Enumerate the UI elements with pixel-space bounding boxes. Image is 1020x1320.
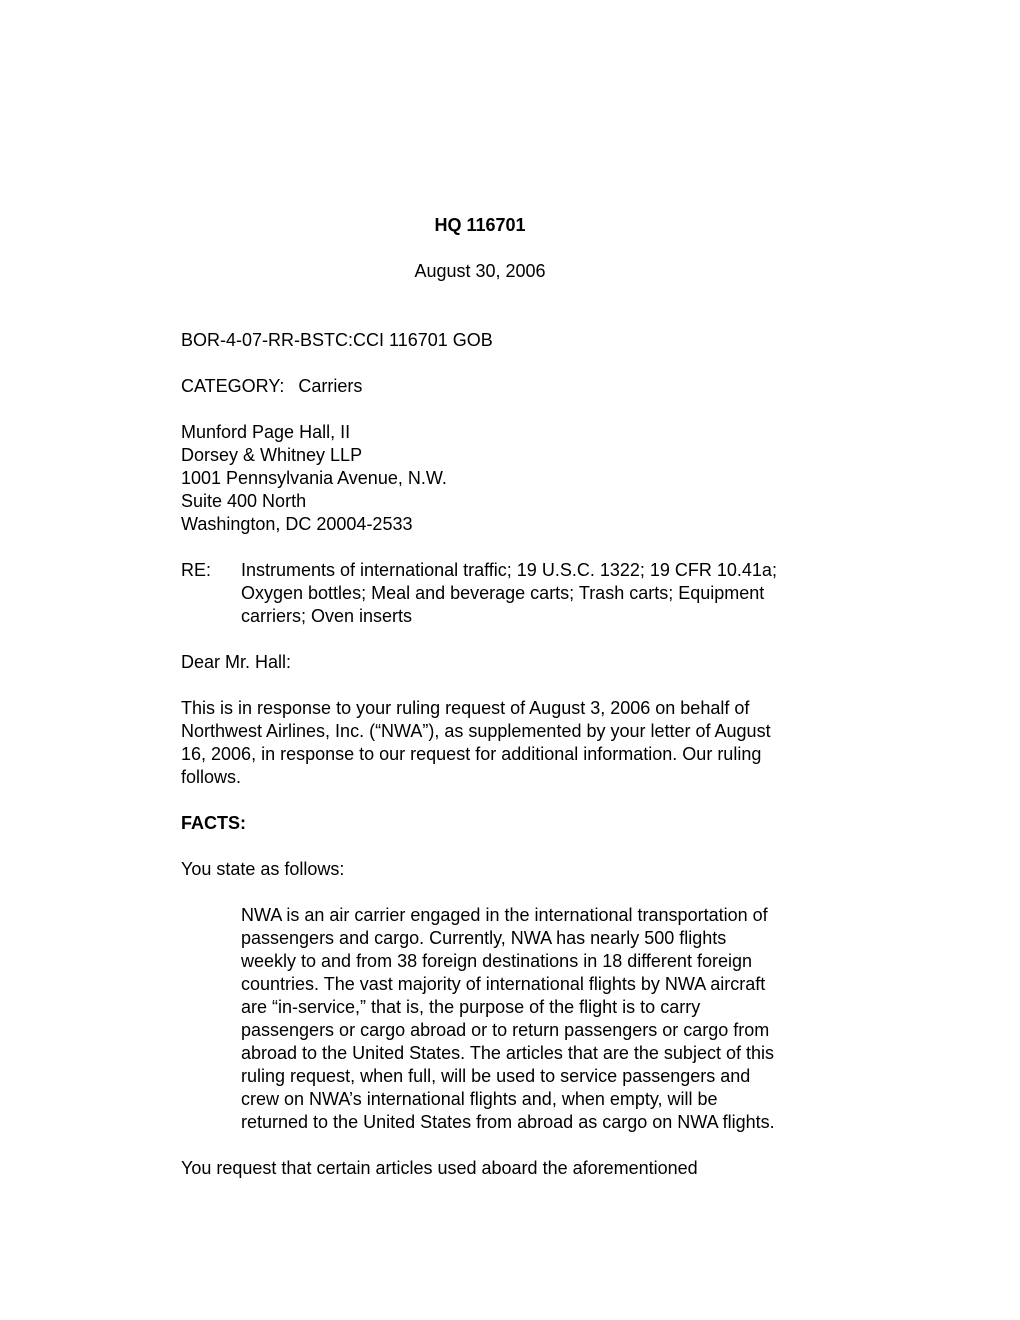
quote-line: NWA is an air carrier engaged in the international transportation of	[241, 905, 768, 925]
category-value: Carriers	[298, 376, 363, 396]
paragraph-line: Northwest Airlines, Inc. (“NWA”), as supplemented by your letter of August	[181, 721, 771, 741]
address-line: Dorsey & Whitney LLP	[181, 445, 363, 465]
paragraph-line: 16, 2006, in response to our request for additional information. Our ruling	[181, 744, 762, 764]
quote-line: abroad to the United States. The articles that are the subject of this	[241, 1043, 774, 1063]
quote-line: crew on NWA’s international flights and, when empty, will be	[241, 1089, 718, 1109]
category-label: CATEGORY:	[181, 376, 285, 396]
address-block	[181, 421, 861, 536]
address-line: Washington, DC 20004-2533	[181, 514, 413, 534]
quote-line: passengers or cargo abroad or to return passengers or cargo from	[241, 1020, 770, 1040]
paragraph-line: follows.	[181, 767, 242, 787]
address-line: Munford Page Hall, II	[181, 422, 351, 442]
quote-line: are “in-service,” that is, the purpose of the flight is to carry	[241, 997, 701, 1017]
state-intro: You state as follows:	[181, 859, 345, 879]
quote-line: countries. The vast majority of international flights by NWA aircraft	[241, 974, 766, 994]
category-line	[181, 375, 861, 398]
document-number: HQ 116701	[434, 215, 526, 235]
quote-line: weekly to and from 38 foreign destinations in 18 different foreign	[241, 951, 752, 971]
re-line: Oxygen bottles; Meal and beverage carts; Trash carts; Equipment	[241, 583, 765, 603]
re-subject	[241, 559, 861, 628]
facts-heading: FACTS:	[181, 813, 246, 833]
re-label: RE:	[181, 560, 212, 580]
re-line: carriers; Oven inserts	[241, 606, 413, 626]
closing-line: You request that certain articles used aboard the aforementioned	[181, 1158, 698, 1178]
re-line: Instruments of international traffic; 19 U.S.C. 1322; 19 CFR 10.41a;	[241, 560, 777, 580]
paragraph-line: This is in response to your ruling request of August 3, 2006 on behalf of	[181, 698, 750, 718]
intro-paragraph	[181, 697, 861, 789]
address-line: Suite 400 North	[181, 491, 307, 511]
quoted-block	[241, 904, 861, 1134]
file-reference: BOR-4-07-RR-BSTC:CCI 116701 GOB	[181, 330, 493, 350]
quote-line: returned to the United States from abroad as cargo on NWA flights.	[241, 1112, 775, 1132]
quote-line: passengers and cargo. Currently, NWA has nearly 500 flights	[241, 928, 727, 948]
address-line: 1001 Pennsylvania Avenue, N.W.	[181, 468, 447, 488]
document-date: August 30, 2006	[414, 261, 546, 281]
quote-line: ruling request, when full, will be used to service passengers and	[241, 1066, 751, 1086]
salutation: Dear Mr. Hall:	[181, 652, 292, 672]
